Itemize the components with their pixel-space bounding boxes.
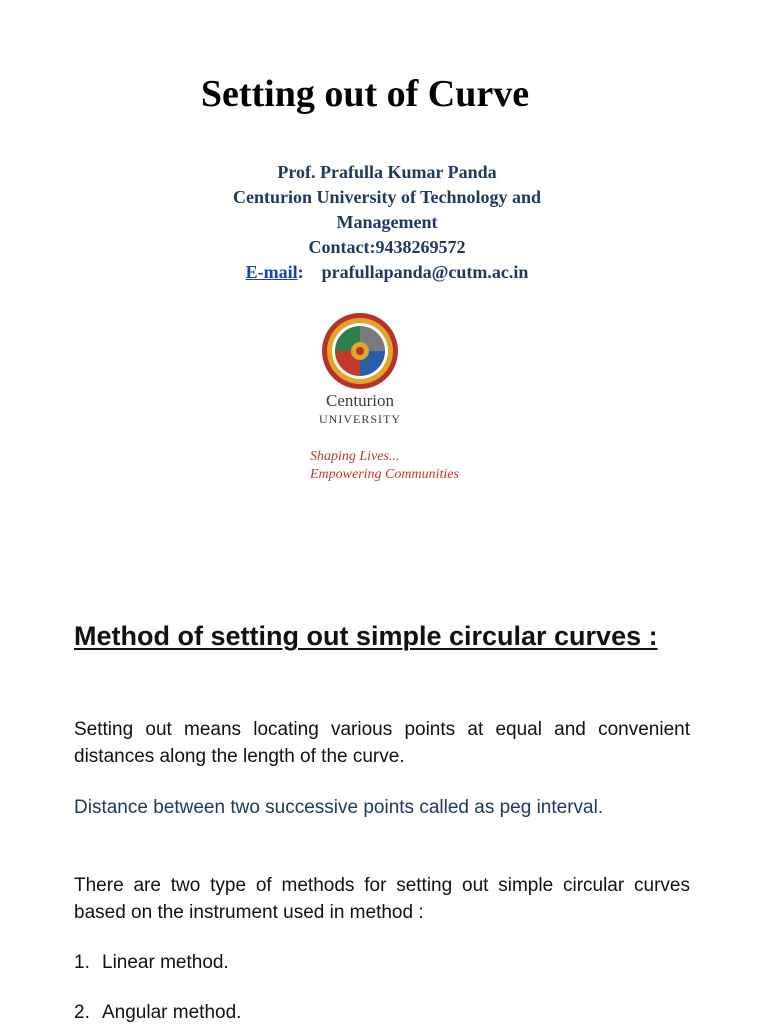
logo-wordmark [305, 392, 415, 428]
list-number: 2. [74, 1002, 90, 1023]
list-text: Linear method. [102, 952, 229, 973]
author-name: Prof. Prafulla Kumar Panda [277, 162, 497, 182]
paragraph-methods: There are two type of methods for setting out simple circular curves based on the instrument used in method : [74, 875, 690, 923]
author-block [0, 160, 768, 285]
paragraph-peg-interval: Distance between two successive points called as peg interval. [74, 797, 604, 818]
section-heading: Method of setting out simple circular curves : [74, 621, 658, 651]
university-logo [305, 312, 415, 432]
paragraph-definition: Setting out means locating various points at equal and convenient distances along the length of the curve. [74, 719, 690, 767]
email-address: prafullapanda@cutm.ac.in [321, 262, 529, 282]
institution-line-2: Management [336, 212, 438, 232]
page-title: Setting out of Curve [200, 73, 530, 115]
logo-tagline [310, 448, 459, 484]
list-text: Angular method. [102, 1002, 242, 1023]
university-seal-icon [305, 312, 415, 390]
email-colon: : [297, 262, 304, 282]
list-item [74, 999, 690, 1026]
logo-name-sub: UNIVERSITY [319, 412, 401, 426]
tagline-line-2: Empowering Communities [310, 467, 459, 482]
email-label-link[interactable]: E-mail [245, 262, 298, 282]
tagline-line-1: Shaping Lives... [310, 449, 400, 464]
list-number: 1. [74, 952, 90, 973]
list-item [74, 949, 690, 976]
institution-line-1: Centurion University of Technology and [232, 187, 542, 207]
email-line [0, 260, 768, 285]
contact-number: Contact:9438269572 [308, 237, 466, 257]
logo-name: Centurion [326, 391, 394, 410]
